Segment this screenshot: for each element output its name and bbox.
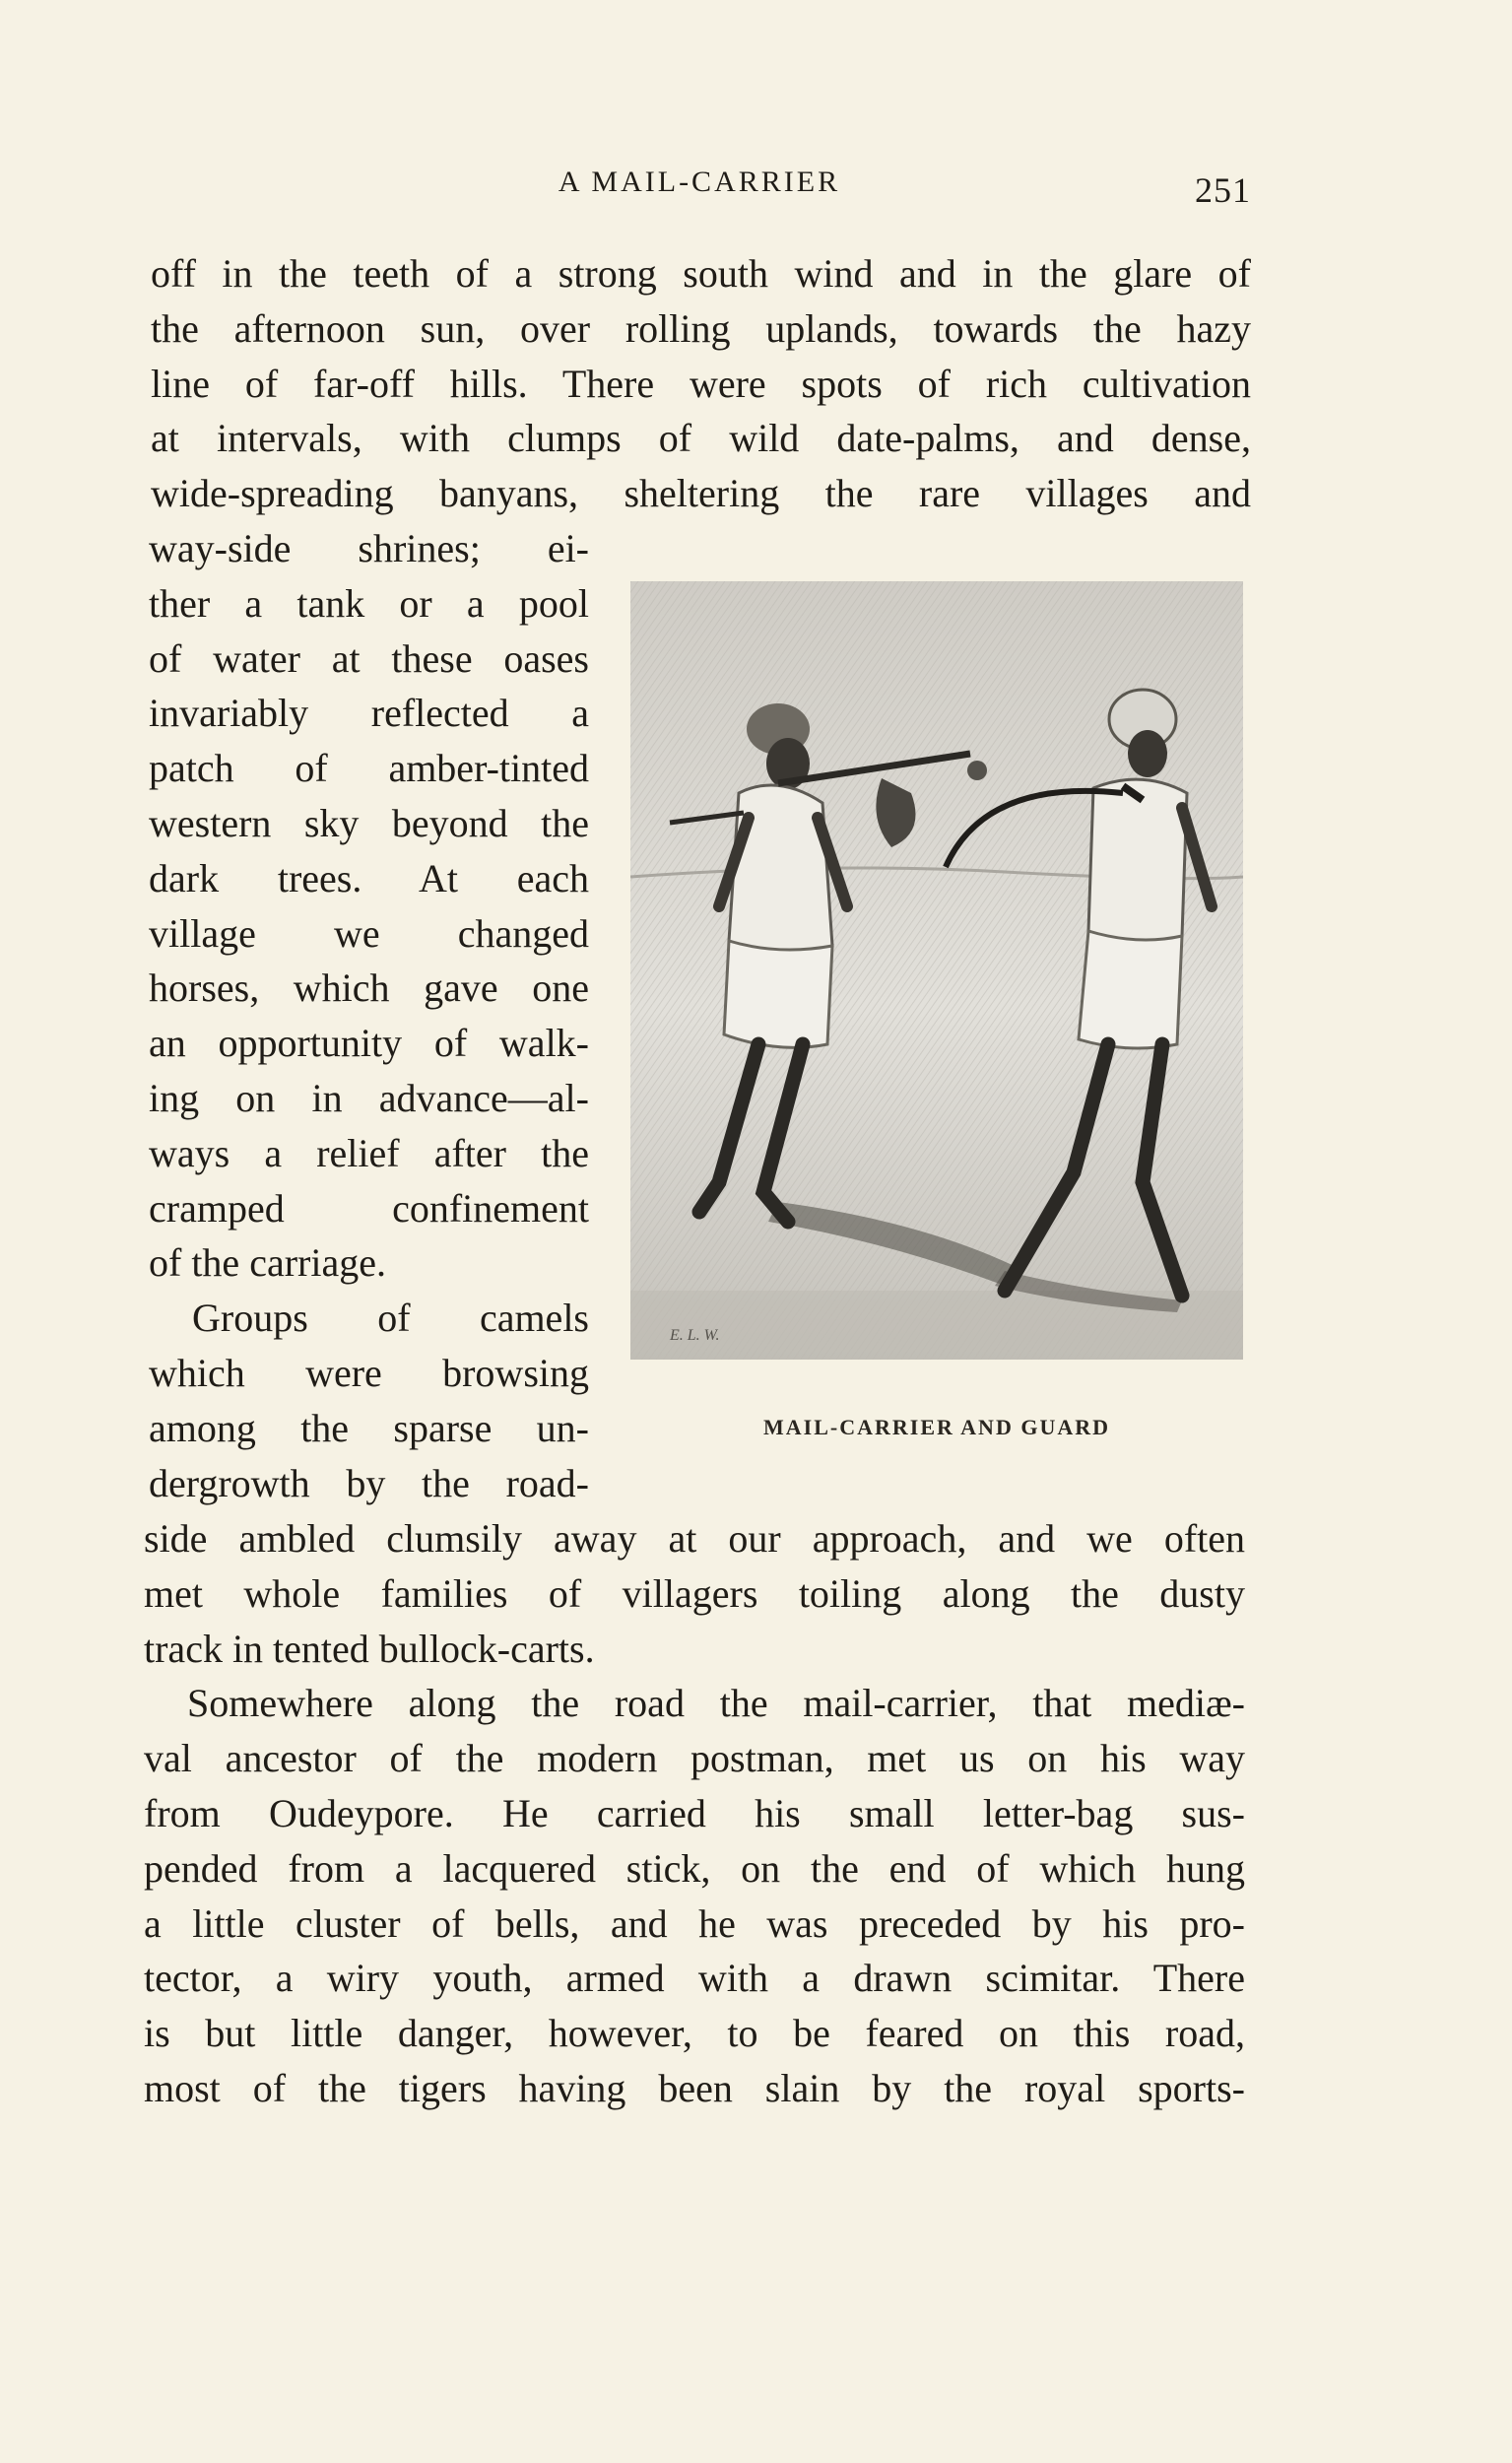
text-line: invariably reflected a xyxy=(149,691,589,736)
running-header xyxy=(148,160,1251,209)
text-line: of the carriage. xyxy=(149,1240,386,1286)
text-line: ways a relief after the xyxy=(149,1130,589,1175)
text-line: side ambled clumsily away at our approach, and we often xyxy=(144,1516,1245,1561)
text-line: at intervals, with clumps of wild date-palms, and dense, xyxy=(151,416,1251,461)
text-line: tector, a wiry youth, armed with a drawn scimitar. There xyxy=(144,1956,1245,2001)
text-line: wide-spreading banyans, sheltering the rare villages and xyxy=(151,471,1251,516)
illustration-mail-carrier-and-guard xyxy=(630,581,1243,1360)
text-line: pended from a lacquered stick, on the end of which hung xyxy=(144,1845,1245,1891)
page-number: 251 xyxy=(1195,170,1251,210)
text-line: track in tented bullock-carts. xyxy=(144,1626,595,1671)
paragraph-beside-figure xyxy=(149,521,589,1510)
text-line: which were browsing xyxy=(149,1350,589,1395)
text-line: an opportunity of walk- xyxy=(149,1021,589,1066)
text-line: the afternoon sun, over rolling uplands, towards the hazy xyxy=(151,305,1251,351)
text-line: Somewhere along the road the mail-carrier, that mediæ- xyxy=(187,1681,1245,1726)
text-line: western sky beyond the xyxy=(149,800,589,845)
text-line: line of far-off hills. There were spots of rich cultivation xyxy=(151,361,1251,406)
running-title: A MAIL-CARRIER xyxy=(558,166,841,198)
illustration-drawing xyxy=(630,581,1243,1360)
text-line: way-side shrines; ei- xyxy=(149,526,589,570)
text-line: village we changed xyxy=(149,910,589,956)
text-line: is but little danger, however, to be feared on this road, xyxy=(144,2011,1245,2056)
text-line: val ancestor of the modern postman, met us on his way xyxy=(144,1736,1245,1781)
text-line: horses, which gave one xyxy=(149,965,589,1011)
text-line: dark trees. At each xyxy=(149,855,589,900)
paragraph-bottom xyxy=(144,1511,1245,2116)
text-line: ing on in advance—al- xyxy=(149,1075,589,1120)
text-line: of water at these oases xyxy=(149,635,589,681)
text-line: cramped confinement xyxy=(149,1185,589,1231)
text-line: most of the tigers having been slain by the royal sports- xyxy=(144,2065,1245,2110)
text-line: from Oudeypore. He carried his small letter-bag sus- xyxy=(144,1790,1245,1835)
text-line: met whole families of villagers toiling along the dusty xyxy=(144,1570,1245,1616)
artist-signature: E. L. W. xyxy=(670,1327,720,1344)
text-line: Groups of camels xyxy=(192,1296,589,1341)
figure-caption: MAIL-CARRIER AND GUARD xyxy=(763,1415,1110,1439)
text-line: off in the teeth of a strong south wind and in the glare of xyxy=(151,251,1251,296)
paragraph-top xyxy=(151,246,1251,521)
text-line: a little cluster of bells, and he was preceded by his pro- xyxy=(144,1900,1245,1946)
bells xyxy=(967,761,987,780)
text-line: dergrowth by the road- xyxy=(149,1460,589,1505)
text-line: among the sparse un- xyxy=(149,1405,589,1450)
text-line: patch of amber-tinted xyxy=(149,746,589,791)
text-line: ther a tank or a pool xyxy=(149,580,589,626)
